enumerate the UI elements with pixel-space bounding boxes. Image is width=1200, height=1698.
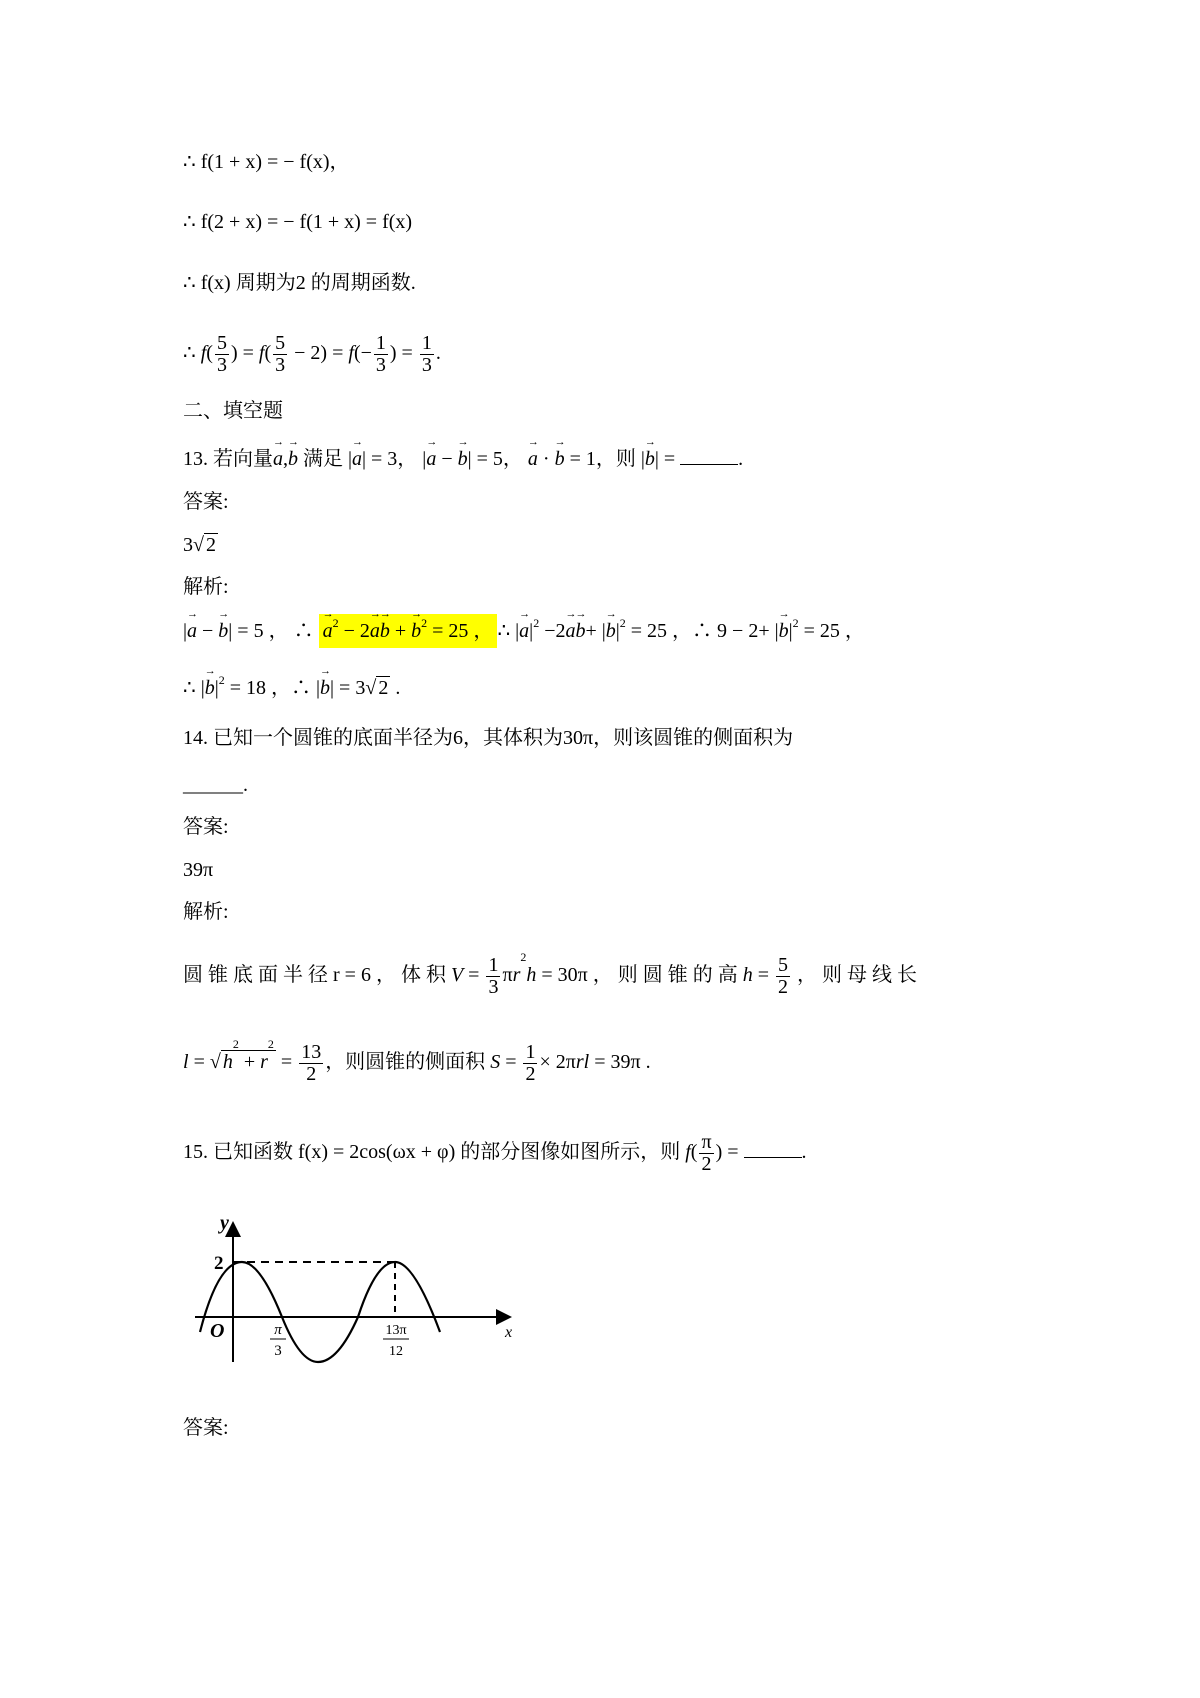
q15-text: 15. 已知函数 f(x) = 2cos(ωx + φ) 的部分图像如图所示，则 — [183, 1141, 681, 1164]
cosine-graph — [190, 1212, 520, 1392]
q14-blank: ______. — [183, 774, 248, 796]
derivation-period-end: 的周期函数. — [310, 272, 416, 294]
fraction: $\frac{5}{3}$ — [275, 332, 286, 376]
q14-solution-1: 圆 锥 底 面 半 径 r = 6 ， 体 积 V = $\frac{1}{3}$ $\pi r^2h = 30\pi$ ， 则 圆 锥 的 高 h = $\frac{5}{2}$ ， 则 母 线 长 — [183, 950, 918, 998]
q15-answer-label: 答案: — [183, 1417, 229, 1439]
q14-analysis-label: 解析: — [183, 901, 229, 923]
q13-solution-1: |→ a − → b| = 5 ， ∴ → $a^2 - 2\to a\to b$ + → $b^2 = 25$ ， ∴ |→ $a|^2 -2\to a\to b+$ |→ $b|^2 = 25$ ，∴ 9 − 2+ |→ $b|^2 = 25$ ， — [183, 621, 865, 641]
y-axis-label: y — [220, 1212, 229, 1234]
question-14: 14. 已知一个圆锥的底面半径为6，其体积为30π，则该圆锥的侧面积为 — [183, 727, 794, 749]
derivation-period-text: 周期为 — [235, 272, 296, 294]
derivation-line-4: ∴ f( $\frac{5}{3}$ ) = f( $\frac{5}{3}$ − 2) = f(− $\frac{1}{3}$ ) = $\frac{1}{3}$ . — [183, 332, 441, 376]
tick2-num: 13π — [385, 1323, 407, 1338]
q13-analysis-label: 解析: — [183, 576, 229, 598]
q13-answer-label: 答案: — [183, 491, 229, 513]
q13-prefix: 13. 若向量 — [183, 448, 273, 470]
question-15: 15. 已知函数 f(x) = 2cos(ωx + φ) 的部分图像如图所示，则 f( $\frac{\pi}{2}$ ) = . — [183, 1131, 807, 1175]
q14-answer: 39π — [183, 859, 214, 881]
derivation-line-3 — [183, 273, 416, 293]
derivation-text-1: ∴ f(1 + x) = − f(x)， — [183, 151, 350, 173]
tick1-den: 3 — [274, 1343, 282, 1359]
tick1-num: π — [274, 1322, 282, 1338]
fraction: $\frac{1}{3}$ — [375, 332, 386, 376]
q14-answer-label: 答案: — [183, 816, 229, 838]
derivation-line-1 — [183, 152, 350, 172]
cosine-curve — [200, 1262, 440, 1362]
fraction: $\frac{1}{3}$ — [421, 332, 432, 376]
derivation-text-2: ∴ f(2 + x) = − f(1 + x) = f(x) — [183, 211, 413, 233]
fraction: $\frac{5}{3}$ — [216, 332, 227, 376]
origin-label: O — [210, 1320, 225, 1342]
answer-blank — [680, 446, 738, 465]
derivation-period-num: 2 — [295, 272, 306, 294]
answer-blank — [744, 1139, 802, 1158]
max-label: 2 — [214, 1253, 224, 1274]
derivation-fx: ∴ f(x) — [183, 272, 231, 294]
tick2-den: 12 — [389, 1344, 403, 1359]
q14-solution-2: l = √ $h^2 + r^2$ = $\frac{13}{2}$ ，则圆锥的侧面积 S = $\frac{1}{2}$ × 2πrl = 39π . — [183, 1037, 651, 1085]
highlighted-equation: → $a^2 - 2\to a\to b$ + → $b^2 = 25$ ， — [319, 614, 498, 648]
section-title: 二、填空题 — [183, 400, 283, 422]
q14-sol1-text: 圆 锥 底 面 半 径 r = 6 ， 体 积 — [183, 964, 446, 987]
q14-sol2-text: ，则圆锥的侧面积 — [325, 1051, 486, 1074]
derivation-line-2 — [183, 212, 412, 232]
x-axis-label: x — [505, 1324, 513, 1341]
q13-answer: 3√ 2 — [183, 534, 216, 556]
q13-solution-2: ∴ |→ $b|^2 = 18$ ，∴ |→ b| = 3√ 2 . — [183, 678, 400, 698]
question-13: 13. 若向量→ a,→ b 满足 |→ a| = 3， |→ a − → b| = 5， → a · → b = 1，则 |→ b| = . — [183, 446, 743, 469]
